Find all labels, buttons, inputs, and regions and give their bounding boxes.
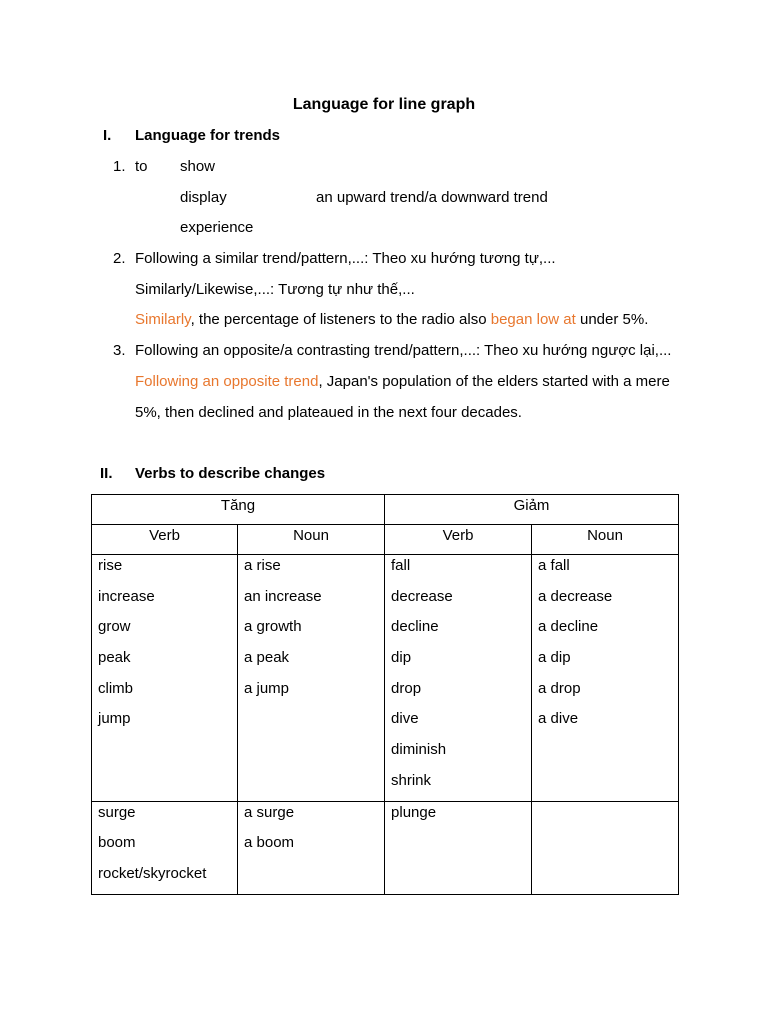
column-header-noun: Noun xyxy=(238,525,385,555)
word: surge xyxy=(98,803,136,821)
word: a decline xyxy=(538,618,599,636)
table-column-header-row xyxy=(92,525,679,555)
word: diminish xyxy=(391,741,447,759)
word: grow xyxy=(98,618,131,636)
word: a jump xyxy=(244,679,290,697)
table-group-header-row xyxy=(92,495,679,525)
item-3-number: 3. xyxy=(113,342,126,359)
group-header-increase: Tăng xyxy=(92,495,385,525)
column-header-verb: Verb xyxy=(92,525,238,555)
word: plunge xyxy=(391,803,437,821)
table-cell xyxy=(532,555,679,802)
highlight-text: Following an opposite trend xyxy=(135,373,319,390)
section-2-numeral: II. xyxy=(100,465,113,482)
item-2-line-2: Similarly/Likewise,...: Tương tự như thế,... xyxy=(135,281,415,298)
word: a decrease xyxy=(538,587,613,605)
section-1-heading: Language for trends xyxy=(135,127,281,144)
table-cell xyxy=(92,555,238,802)
page-title: Language for line graph xyxy=(292,96,476,113)
word: decrease xyxy=(391,587,453,605)
word: boom xyxy=(98,834,136,852)
word: dip xyxy=(391,649,412,667)
word: rise xyxy=(98,557,123,574)
section-1-numeral: I. xyxy=(103,127,112,144)
word: a surge xyxy=(244,803,295,821)
item-1-number: 1. xyxy=(113,158,126,175)
example-text: , Japan's population of the elders started with a mere xyxy=(318,373,670,390)
column-header-verb: Verb xyxy=(385,525,532,555)
item-1-verb: display xyxy=(180,189,227,206)
table-row xyxy=(92,801,679,894)
item-2-line-1: Following a similar trend/pattern,...: Theo xu hướng tương tự,... xyxy=(135,250,556,267)
word: peak xyxy=(98,649,131,667)
word: a boom xyxy=(244,834,295,852)
column-header-noun: Noun xyxy=(532,525,679,555)
highlight-text: Similarly xyxy=(135,311,191,328)
example-text: , the percentage of listeners to the radio also xyxy=(190,311,491,328)
word: a dip xyxy=(538,649,571,667)
table-cell xyxy=(385,555,532,802)
word: a growth xyxy=(244,618,302,636)
word: shrink xyxy=(391,771,432,789)
word: fall xyxy=(391,557,411,574)
item-1-to: to xyxy=(135,158,148,175)
word: drop xyxy=(391,679,422,697)
word: an increase xyxy=(244,587,322,605)
item-3-example-line-2: 5%, then declined and plateaued in the next four decades. xyxy=(135,404,522,421)
section-2-heading: Verbs to describe changes xyxy=(135,465,326,482)
item-2-number: 2. xyxy=(113,250,126,267)
group-header-decrease: Giảm xyxy=(385,495,679,525)
table-cell xyxy=(238,801,385,894)
word: jump xyxy=(98,710,131,728)
word: a fall xyxy=(538,557,570,574)
word: rocket/skyrocket xyxy=(98,864,207,882)
table-cell xyxy=(238,555,385,802)
word: a rise xyxy=(244,557,281,574)
item-2-example xyxy=(135,310,648,330)
item-1-verb: experience xyxy=(180,219,254,236)
word: increase xyxy=(98,587,155,605)
table-cell xyxy=(385,801,532,894)
table-cell xyxy=(532,801,679,894)
table-row xyxy=(92,555,679,802)
word: decline xyxy=(391,618,439,636)
item-3-line-1: Following an opposite/a contrasting trend/pattern,...: Theo xu hướng ngược lại,... xyxy=(135,342,672,359)
word: a peak xyxy=(244,649,290,667)
table-cell xyxy=(92,801,238,894)
word: dive xyxy=(391,710,419,728)
item-1-object: an upward trend/a downward trend xyxy=(316,189,548,206)
word: a drop xyxy=(538,679,581,697)
item-3-example xyxy=(135,372,670,392)
word: climb xyxy=(98,679,134,697)
verbs-table xyxy=(91,494,679,895)
item-1-verb: show xyxy=(180,158,216,175)
word: a dive xyxy=(538,710,579,728)
highlight-text: began low at xyxy=(490,311,576,328)
example-text: under 5%. xyxy=(575,311,649,328)
